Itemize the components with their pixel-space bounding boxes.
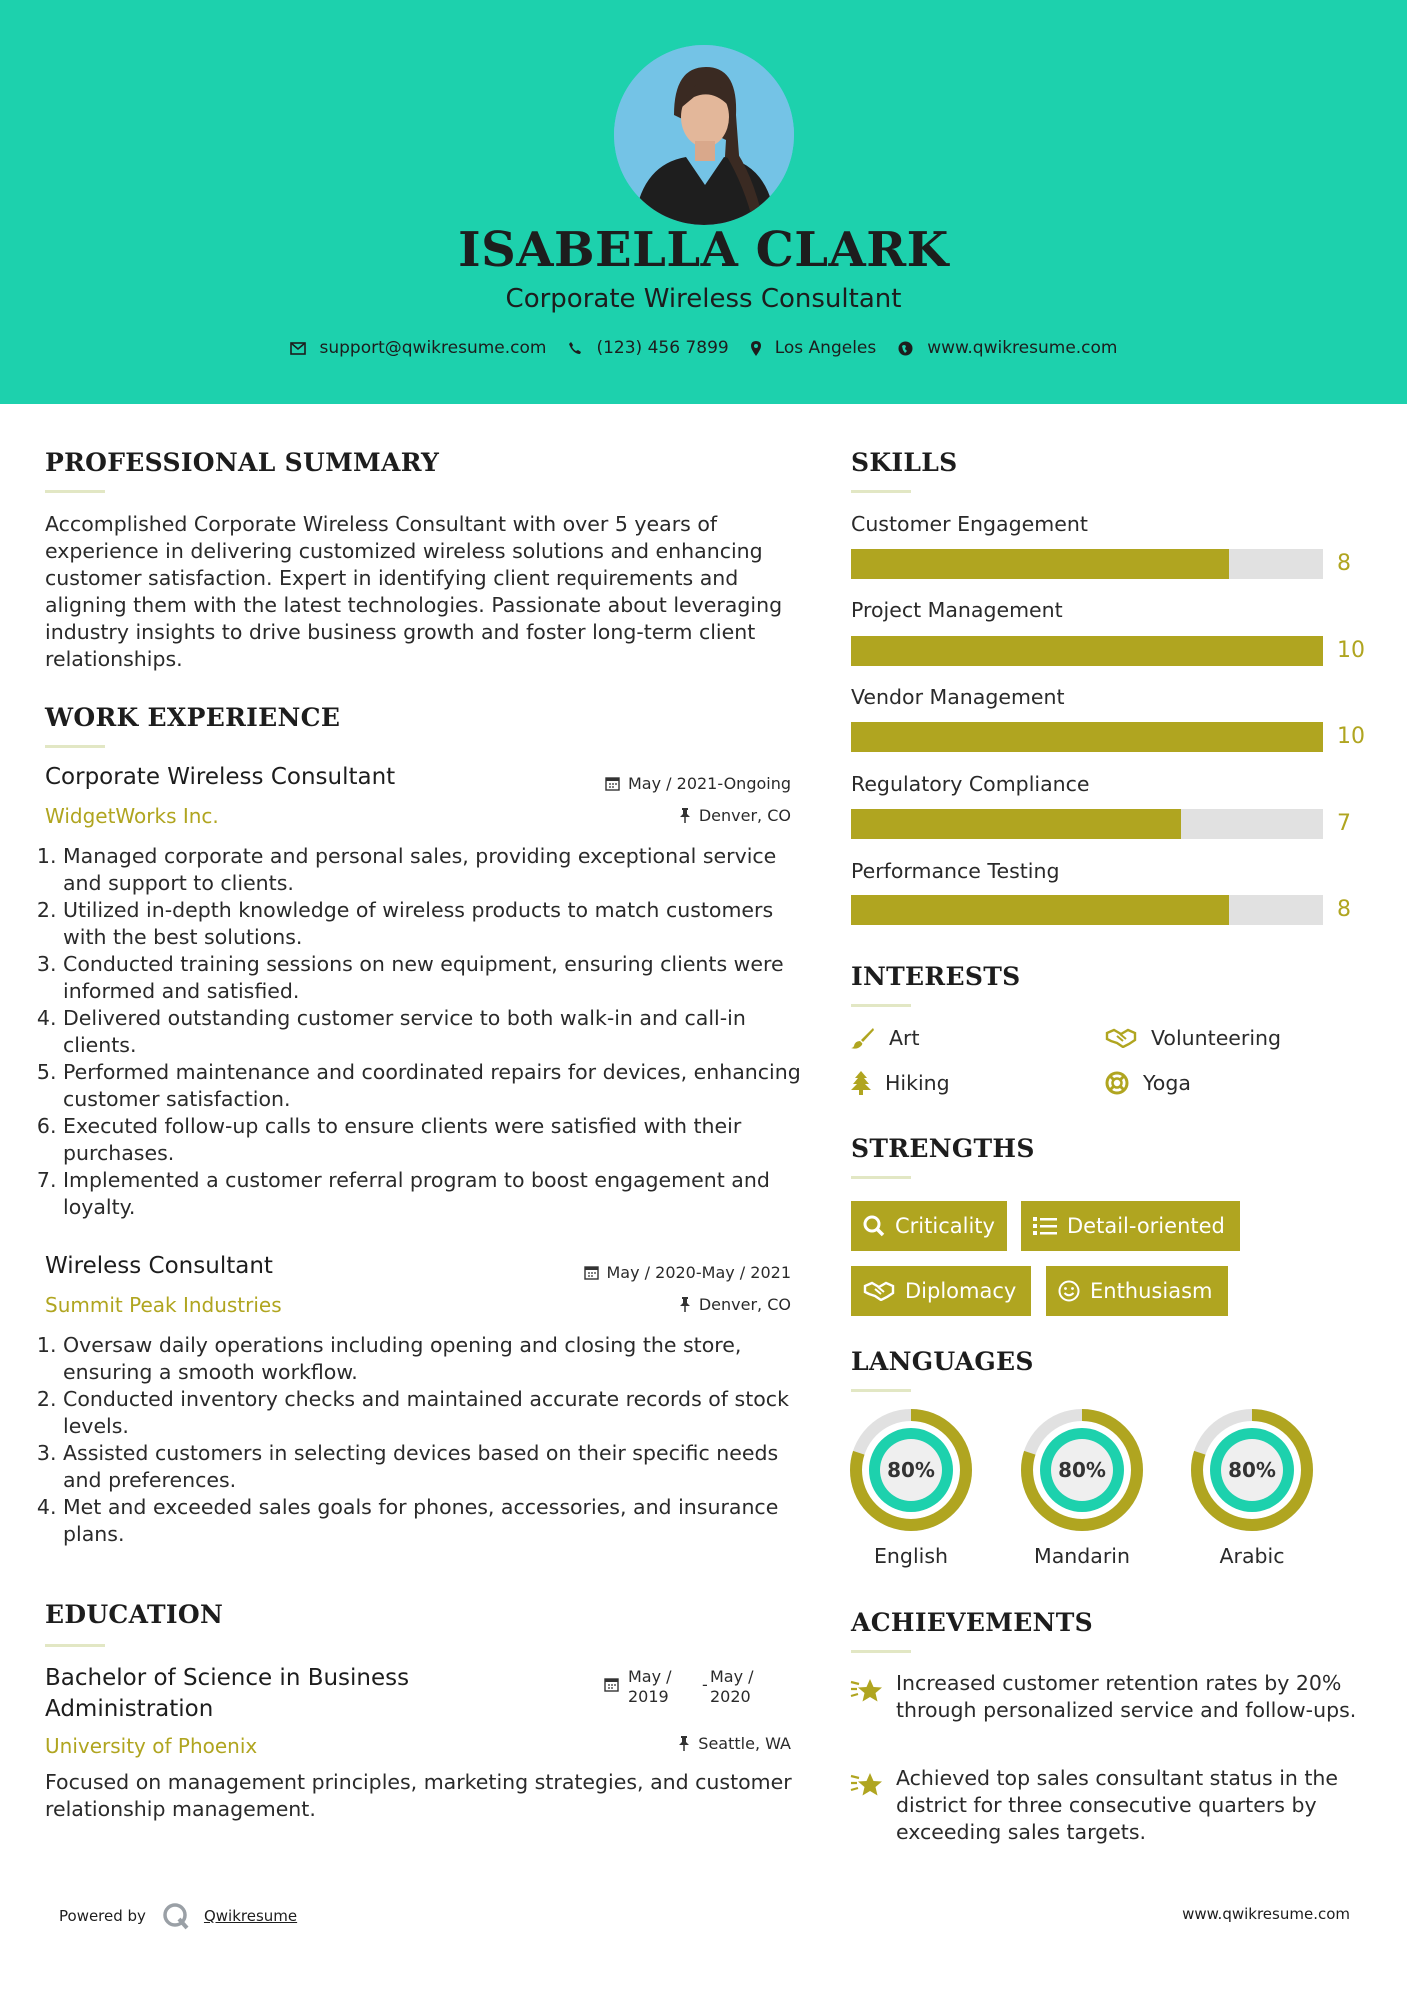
interest-label: Yoga [1143,1071,1191,1095]
interest-item [851,1026,920,1050]
skill-value: 8 [1337,551,1351,576]
contact-website[interactable] [898,338,1117,358]
strength-badge [1021,1201,1240,1251]
skill-bar [851,722,1323,752]
contact-location [751,338,877,358]
star-badge-icon [850,1770,884,1800]
lifebuoy-icon [1105,1071,1129,1095]
smile-icon [1058,1280,1080,1302]
language-percent: 80% [1058,1458,1106,1482]
strength-label: Diplomacy [905,1279,1017,1303]
achievements-underline [851,1650,911,1653]
languages-underline [851,1389,911,1392]
language-percent: 80% [887,1458,935,1482]
language-percent: 80% [1228,1458,1276,1482]
pushpin-icon [679,808,691,823]
calendar-icon [605,776,620,791]
end-month: May / [710,1667,754,1686]
achievement-item: Achieved top sales consultant status in the district for three consecutive quarters by exceeding sales targets. [896,1766,1339,1844]
paintbrush-icon [851,1027,875,1049]
education-description: Focused on management principles, marketing strategies, and customer relationship management. [45,1770,792,1821]
duty-item: 3. Conducted training sessions on new equipment, ensuring clients were informed and satisfied. [63,951,813,1005]
end-year: 2020 [710,1687,751,1706]
duty-item: 1. Oversaw daily operations including opening and closing the store, ensuring a smooth workflow. [63,1332,813,1386]
skill-name: Vendor Management [851,685,1065,709]
website-text: www.qwikresume.com [927,338,1118,358]
handshake-icon [863,1281,895,1301]
skill-name: Regulatory Compliance [851,772,1090,796]
job-title: Corporate Wireless Consultant [45,764,396,790]
brand-link[interactable]: Qwikresume [203,1907,298,1925]
duty-item: 2. Conducted inventory checks and maintained accurate records of stock levels. [63,1386,813,1440]
education-heading: EDUCATION [45,1600,224,1629]
education-location-text: Seattle, WA [698,1734,791,1753]
education-start [628,1667,688,1707]
job-location-text: Denver, CO [698,806,791,825]
job-title: Wireless Consultant [45,1253,273,1279]
skills-underline [851,490,911,493]
tree-icon [851,1071,871,1095]
duty-item: 7. Implemented a customer referral program to boost engagement and loyalty. [63,1167,813,1221]
duty-item: 5. Performed maintenance and coordinated repairs for devices, enhancing customer satisfaction. [63,1059,813,1113]
job-duties [45,1332,813,1548]
handshake-icon [1105,1028,1137,1048]
skill-bar [851,895,1323,925]
phone-text: (123) 456 7899 [596,338,729,358]
contact-email[interactable] [290,338,547,358]
job-dates [605,774,791,793]
location-text: Los Angeles [774,338,877,358]
globe-icon [898,341,913,356]
languages-heading: LANGUAGES [851,1347,1034,1376]
skill-bar-fill [851,636,1323,666]
strengths-heading: STRENGTHS [851,1134,1035,1163]
job-location [679,1295,791,1314]
envelope-icon [290,342,306,355]
duty-item: 3. Assisted customers in selecting devices based on their specific needs and preferences. [63,1440,813,1494]
list-icon [1033,1216,1057,1236]
interest-item [851,1071,950,1095]
header-banner [0,0,1407,404]
education-underline [45,1644,105,1647]
job-dates-text: May / 2021-Ongoing [628,774,791,793]
summary-text: Accomplished Corporate Wireless Consultant with over 5 years of experience in delivering customized wireless solutions and enhancing customer satisfaction. Expert in identifying client requirements and aligning them with the latest technologies. Passionate about leveraging industry insights to drive business growth and foster long-term client relationships. [45,512,783,671]
skill-value: 10 [1337,724,1365,749]
strength-label: Detail-oriented [1067,1214,1225,1238]
start-year: 2019 [628,1687,669,1706]
candidate-name: ISABELLA CLARK [458,222,949,278]
email-text: support@qwikresume.com [319,338,547,358]
education-end [710,1667,770,1707]
degree-title [45,1663,409,1725]
experience-heading: WORK EXPERIENCE [45,703,341,732]
degree-line: Bachelor of Science in Business [45,1665,410,1691]
star-badge-icon [850,1676,884,1706]
interest-label: Art [889,1026,920,1050]
strength-badge [851,1266,1031,1316]
map-pin-icon [751,341,761,356]
skill-name: Performance Testing [851,859,1060,883]
duty-item: 1. Managed corporate and personal sales, providing exceptional service and support to clients. [63,843,813,897]
job-dates [584,1263,792,1282]
interests-underline [851,1004,911,1007]
skill-name: Project Management [851,598,1063,622]
footer-powered-by [59,1902,297,1930]
contact-phone[interactable] [568,338,728,358]
language-name: English [873,1544,949,1568]
job-duties [45,843,813,1221]
interests-heading: INTERESTS [851,962,1021,991]
achievement-item: Increased customer retention rates by 20% through personalized service and follow-ups. [896,1671,1357,1722]
profile-photo [614,45,794,225]
skill-bar [851,636,1323,666]
phone-icon [568,341,582,355]
candidate-title: Corporate Wireless Consultant [505,284,902,314]
language-ring [1021,1409,1143,1531]
strengths-underline [851,1176,911,1179]
date-separator: - [702,1675,708,1694]
strength-label: Criticality [895,1214,995,1238]
start-month: May / [628,1667,672,1686]
skill-name: Customer Engagement [851,512,1088,536]
education-location [678,1734,791,1753]
language-ring [1191,1409,1313,1531]
job-location-text: Denver, CO [698,1295,791,1314]
skills-heading: SKILLS [851,448,958,477]
skill-value: 7 [1337,811,1351,836]
duty-item: 6. Executed follow-up calls to ensure clients were satisfied with their purchases. [63,1113,813,1167]
achievements-heading: ACHIEVEMENTS [851,1608,1093,1637]
contact-bar [0,338,1407,358]
qwikresume-logo-icon [162,1902,190,1930]
calendar-icon [584,1265,599,1280]
skill-bar-fill [851,895,1229,925]
skill-value: 8 [1337,897,1351,922]
search-icon [863,1215,885,1237]
summary-heading: PROFESSIONAL SUMMARY [45,448,440,477]
skill-bar [851,549,1323,579]
job-company: Summit Peak Industries [45,1293,282,1317]
pushpin-icon [679,1297,691,1312]
skill-bar-fill [851,722,1323,752]
skill-bar-fill [851,549,1229,579]
summary-underline [45,490,105,493]
experience-underline [45,745,105,748]
duty-item: 2. Utilized in-depth knowledge of wireless products to match customers with the best solutions. [63,897,813,951]
degree-line: Administration [45,1696,214,1722]
skill-bar [851,809,1323,839]
strength-label: Enthusiasm [1090,1279,1213,1303]
language-name: Arabic [1219,1544,1285,1568]
interest-item [1105,1071,1191,1095]
language-ring [850,1409,972,1531]
strength-badge [851,1201,1007,1251]
interest-label: Hiking [885,1071,950,1095]
skill-bar-fill [851,809,1181,839]
job-location [679,806,791,825]
job-dates-text: May / 2020-May / 2021 [606,1263,791,1282]
footer-site[interactable]: www.qwikresume.com [1182,1905,1350,1923]
calendar-icon [604,1677,619,1692]
pushpin-icon [678,1736,690,1751]
powered-by-text: Powered by [59,1907,146,1925]
language-name: Mandarin [1034,1544,1130,1568]
interest-label: Volunteering [1151,1026,1282,1050]
interest-item [1105,1026,1281,1050]
duty-item: 4. Met and exceeded sales goals for phones, accessories, and insurance plans. [63,1494,813,1548]
skill-value: 10 [1337,638,1365,663]
job-company: WidgetWorks Inc. [45,804,219,828]
duty-item: 4. Delivered outstanding customer service to both walk-in and call-in clients. [63,1005,813,1059]
strength-badge [1046,1266,1228,1316]
school-name: University of Phoenix [45,1734,258,1758]
